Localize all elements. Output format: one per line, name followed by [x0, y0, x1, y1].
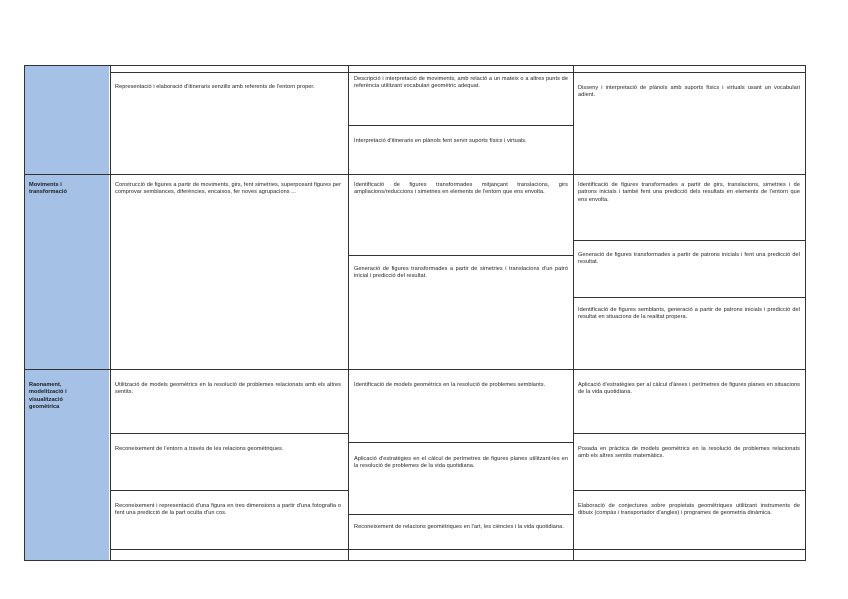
- border-top: [24, 65, 806, 66]
- divider-2: [348, 65, 349, 561]
- strip-top: [110, 72, 806, 73]
- cell-text: Posada en pràctica de models geomètrics en la resolució de problemes relacionats amb els altres sentits matemàtics.: [578, 446, 800, 460]
- row-label: Raonament, modelització i visualització geomètrica: [29, 382, 67, 411]
- cell-text: Interpretació d'itineraris en plànols fent servir suports físics i virtuals.: [354, 138, 527, 144]
- cell-text: Reconeixement de relacions geomètriques en l'art, les ciències i la vida quotidiana.: [354, 524, 564, 530]
- border-left: [24, 65, 25, 561]
- cell-text: Aplicació d'estratègies en el càlcul de perímetres de figures planes utilitzant-les en la resolució de problemes de la vida quotidiana.: [354, 456, 568, 470]
- cell-text: Reconeixement de l'entorn a través de les relacions geomètriques.: [115, 446, 284, 452]
- border-right: [805, 65, 806, 561]
- cell-divider: [573, 490, 805, 491]
- label-column: [25, 66, 109, 560]
- cell-divider: [348, 514, 573, 515]
- cell-text: Utilització de models geomètrics en la resolució de problemes relacionats amb els altres sentits.: [115, 382, 341, 396]
- cell-divider: [348, 125, 573, 126]
- cell-divider: [573, 433, 805, 434]
- cell-text: Representació i elaboració d'itineraris senzills amb referents de l'entorn proper.: [115, 84, 315, 90]
- cell-text: Identificació de figures semblants, generació a partir de patrons inicials i predicció del resultat en situacions de la realitat propera.: [578, 307, 800, 321]
- cell-divider: [110, 490, 348, 491]
- cell-text: Identificació de figures transformades a partir de girs, translacions, simetries i de patrons inicials i també fent una predicció dels resultats en elements de l'entorn que ens envolta.: [578, 182, 800, 203]
- cell-divider: [348, 255, 573, 256]
- cell-text: Identificació de figures transformades mitjançant translacions, girs ampliacions/reduccions i simetries en elements de l'entorn que ens envolta.: [354, 182, 568, 196]
- cell-text: Descripció i interpretació de moviments, amb relació a un mateix o a altres punts de referència utilitzant vocabulari geomètric adequat.: [354, 76, 568, 90]
- row-divider-1: [24, 174, 806, 175]
- cell-text: Disseny i interpretació de plànols amb suports físics i virtuals usant un vocabulari adient.: [578, 85, 800, 99]
- row-label: Moviments i transformació: [29, 182, 67, 196]
- cell-text: Aplicació d'estratègies per al càlcul d'àrees i perímetres de figures planes en situacions de la vida quotidiana.: [578, 382, 800, 396]
- cell-text: Construcció de figures a partir de moviments, girs, fent simetries, superposant figures per comprovar semblances, diferències, encaixos, fer noves agrupacions ...: [115, 182, 341, 196]
- border-bottom: [24, 560, 806, 561]
- cell-text: Generació de figures transformades a partir de simetries i translacions d'un patró inicial i predicció del resultat.: [354, 266, 568, 280]
- cell-divider: [573, 240, 805, 241]
- cell-text: Identificació de models geomètrics en la resolució de problemes semblants.: [354, 382, 546, 388]
- cell-divider: [110, 433, 348, 434]
- divider-3: [573, 65, 574, 561]
- cell-divider: [573, 297, 805, 298]
- cell-text: Generació de figures transformades a partir de patrons inicials i fent una predicció del resultat.: [578, 252, 800, 266]
- cell-divider: [348, 442, 573, 443]
- cell-text: Reconeixement i representació d'una figura en tres dimensions a partir d'una fotografia o fent una predicció de la part oculta d'un cos.: [115, 503, 341, 517]
- row-divider-2: [24, 369, 806, 370]
- divider-1: [110, 65, 111, 561]
- cell-text: Elaboració de conjectures sobre propietats geomètriques utilitzant instruments de dibuix (compàs i transportador d'angles) i programes de geometria dinàmica.: [578, 503, 800, 517]
- strip-bottom: [110, 549, 806, 550]
